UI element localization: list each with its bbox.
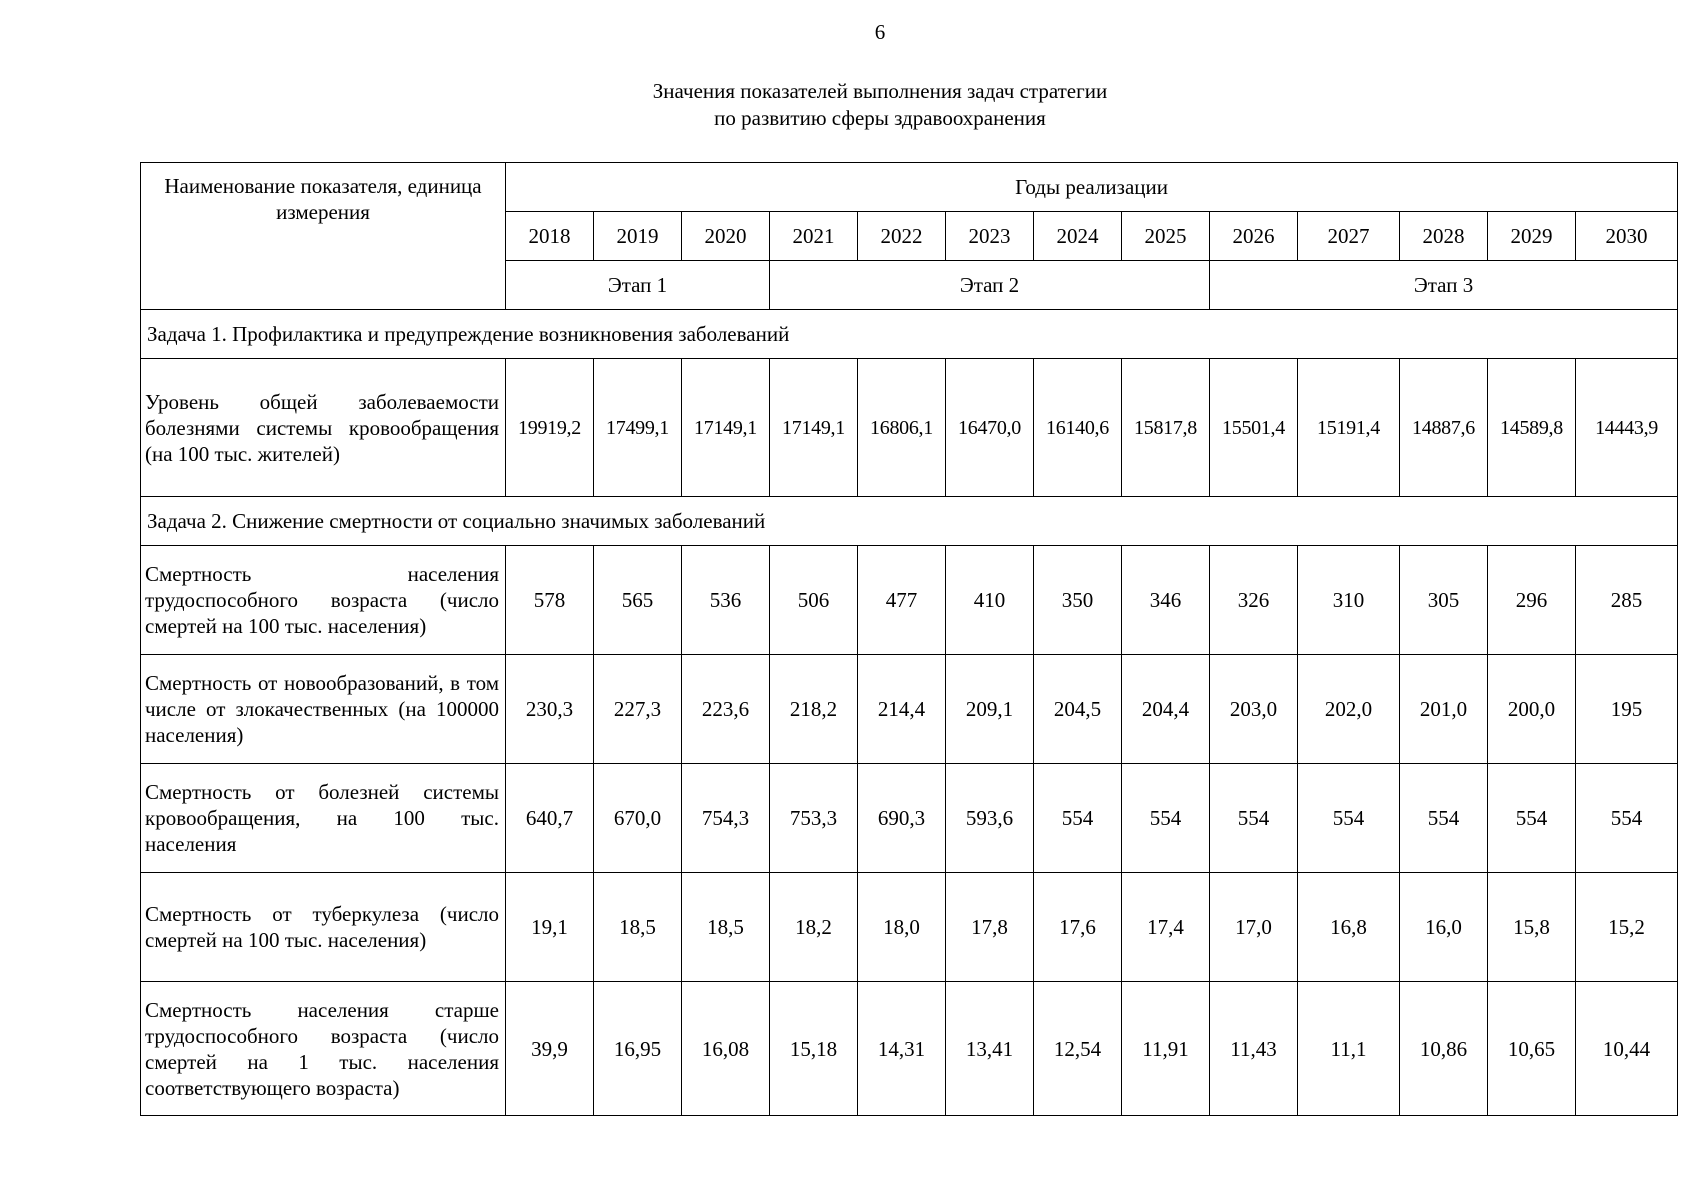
value-cell: 230,3 <box>506 655 594 764</box>
year-cell: 2030 <box>1576 212 1678 261</box>
table-row <box>141 982 1678 1116</box>
value-cell: 16,8 <box>1298 873 1400 982</box>
value-cell: 15,8 <box>1488 873 1576 982</box>
value-cell: 17,0 <box>1210 873 1298 982</box>
value-cell: 326 <box>1210 546 1298 655</box>
value-cell: 204,4 <box>1122 655 1210 764</box>
year-cell: 2018 <box>506 212 594 261</box>
value-cell: 18,5 <box>682 873 770 982</box>
year-cell: 2026 <box>1210 212 1298 261</box>
value-cell: 578 <box>506 546 594 655</box>
value-cell: 11,91 <box>1122 982 1210 1116</box>
value-cell: 15,2 <box>1576 873 1678 982</box>
value-cell: 14443,9 <box>1576 359 1678 497</box>
value-cell: 17499,1 <box>594 359 682 497</box>
value-cell: 17149,1 <box>770 359 858 497</box>
value-cell: 16,08 <box>682 982 770 1116</box>
year-cell: 2021 <box>770 212 858 261</box>
value-cell: 305 <box>1400 546 1488 655</box>
year-cell: 2028 <box>1400 212 1488 261</box>
value-cell: 17,6 <box>1034 873 1122 982</box>
task-row <box>141 310 1678 359</box>
value-cell: 554 <box>1488 764 1576 873</box>
value-cell: 16140,6 <box>1034 359 1122 497</box>
value-cell: 209,1 <box>946 655 1034 764</box>
value-cell: 10,65 <box>1488 982 1576 1116</box>
value-cell: 223,6 <box>682 655 770 764</box>
value-cell: 201,0 <box>1400 655 1488 764</box>
indicator-name: Смертность населения старше трудоспособного возраста (число смертей на 1 тыс. населения соответствующего возраста) <box>141 982 506 1116</box>
value-cell: 593,6 <box>946 764 1034 873</box>
value-cell: 554 <box>1210 764 1298 873</box>
value-cell: 554 <box>1034 764 1122 873</box>
year-cell: 2023 <box>946 212 1034 261</box>
indicator-name: Смертность населения трудоспособного возраста (число смертей на 100 тыс. населения) <box>141 546 506 655</box>
table-row <box>141 655 1678 764</box>
value-cell: 17149,1 <box>682 359 770 497</box>
value-cell: 506 <box>770 546 858 655</box>
value-cell: 690,3 <box>858 764 946 873</box>
document-title <box>0 78 1701 132</box>
value-cell: 214,4 <box>858 655 946 764</box>
value-cell: 14,31 <box>858 982 946 1116</box>
value-cell: 16,0 <box>1400 873 1488 982</box>
value-cell: 565 <box>594 546 682 655</box>
value-cell: 16,95 <box>594 982 682 1116</box>
value-cell: 18,0 <box>858 873 946 982</box>
value-cell: 15191,4 <box>1298 359 1400 497</box>
indicator-name: Смертность от болезней системы кровообращения, на 100 тыс. населения <box>141 764 506 873</box>
table-row <box>141 359 1678 497</box>
value-cell: 477 <box>858 546 946 655</box>
value-cell: 11,1 <box>1298 982 1400 1116</box>
value-cell: 195 <box>1576 655 1678 764</box>
value-cell: 18,5 <box>594 873 682 982</box>
year-cell: 2025 <box>1122 212 1210 261</box>
value-cell: 350 <box>1034 546 1122 655</box>
task-1-heading: Задача 1. Профилактика и предупреждение возникновения заболеваний <box>141 310 1678 359</box>
year-cell: 2027 <box>1298 212 1400 261</box>
value-cell: 554 <box>1298 764 1400 873</box>
value-cell: 14887,6 <box>1400 359 1488 497</box>
value-cell: 15,18 <box>770 982 858 1116</box>
value-cell: 15501,4 <box>1210 359 1298 497</box>
value-cell: 640,7 <box>506 764 594 873</box>
year-cell: 2019 <box>594 212 682 261</box>
value-cell: 536 <box>682 546 770 655</box>
value-cell: 17,4 <box>1122 873 1210 982</box>
value-cell: 753,3 <box>770 764 858 873</box>
indicator-name-header: Наименование показателя, единица измерения <box>141 163 506 310</box>
value-cell: 11,43 <box>1210 982 1298 1116</box>
value-cell: 12,54 <box>1034 982 1122 1116</box>
indicator-name: Уровень общей заболеваемости болезнями системы кровообращения (на 100 тыс. жителей) <box>141 359 506 497</box>
stage-cell: Этап 1 <box>506 261 770 310</box>
task-row <box>141 497 1678 546</box>
value-cell: 15817,8 <box>1122 359 1210 497</box>
value-cell: 410 <box>946 546 1034 655</box>
value-cell: 285 <box>1576 546 1678 655</box>
value-cell: 203,0 <box>1210 655 1298 764</box>
value-cell: 346 <box>1122 546 1210 655</box>
value-cell: 554 <box>1400 764 1488 873</box>
value-cell: 204,5 <box>1034 655 1122 764</box>
value-cell: 554 <box>1576 764 1678 873</box>
table-row <box>141 546 1678 655</box>
stage-cell: Этап 3 <box>1210 261 1678 310</box>
value-cell: 16806,1 <box>858 359 946 497</box>
title-line-2: по развитию сферы здравоохранения <box>714 106 1046 130</box>
value-cell: 296 <box>1488 546 1576 655</box>
page-number: 6 <box>874 20 886 44</box>
value-cell: 554 <box>1122 764 1210 873</box>
stage-cell: Этап 2 <box>770 261 1210 310</box>
value-cell: 13,41 <box>946 982 1034 1116</box>
value-cell: 18,2 <box>770 873 858 982</box>
title-line-1: Значения показателей выполнения задач стратегии <box>652 79 1108 103</box>
value-cell: 10,44 <box>1576 982 1678 1116</box>
year-cell: 2022 <box>858 212 946 261</box>
value-cell: 202,0 <box>1298 655 1400 764</box>
value-cell: 16470,0 <box>946 359 1034 497</box>
year-cell: 2024 <box>1034 212 1122 261</box>
value-cell: 19919,2 <box>506 359 594 497</box>
value-cell: 39,9 <box>506 982 594 1116</box>
value-cell: 10,86 <box>1400 982 1488 1116</box>
value-cell: 670,0 <box>594 764 682 873</box>
years-header: Годы реализации <box>506 163 1678 212</box>
indicators-table <box>140 162 1678 1116</box>
indicator-name: Смертность от новообразований, в том числе от злокачественных (на 100000 населения) <box>141 655 506 764</box>
table-row <box>141 873 1678 982</box>
value-cell: 218,2 <box>770 655 858 764</box>
value-cell: 754,3 <box>682 764 770 873</box>
task-2-heading: Задача 2. Снижение смертности от социально значимых заболеваний <box>141 497 1678 546</box>
table-row <box>141 764 1678 873</box>
value-cell: 310 <box>1298 546 1400 655</box>
value-cell: 19,1 <box>506 873 594 982</box>
value-cell: 14589,8 <box>1488 359 1576 497</box>
value-cell: 227,3 <box>594 655 682 764</box>
indicator-name: Смертность от туберкулеза (число смертей на 100 тыс. населения) <box>141 873 506 982</box>
value-cell: 200,0 <box>1488 655 1576 764</box>
value-cell: 17,8 <box>946 873 1034 982</box>
year-cell: 2020 <box>682 212 770 261</box>
year-cell: 2029 <box>1488 212 1576 261</box>
